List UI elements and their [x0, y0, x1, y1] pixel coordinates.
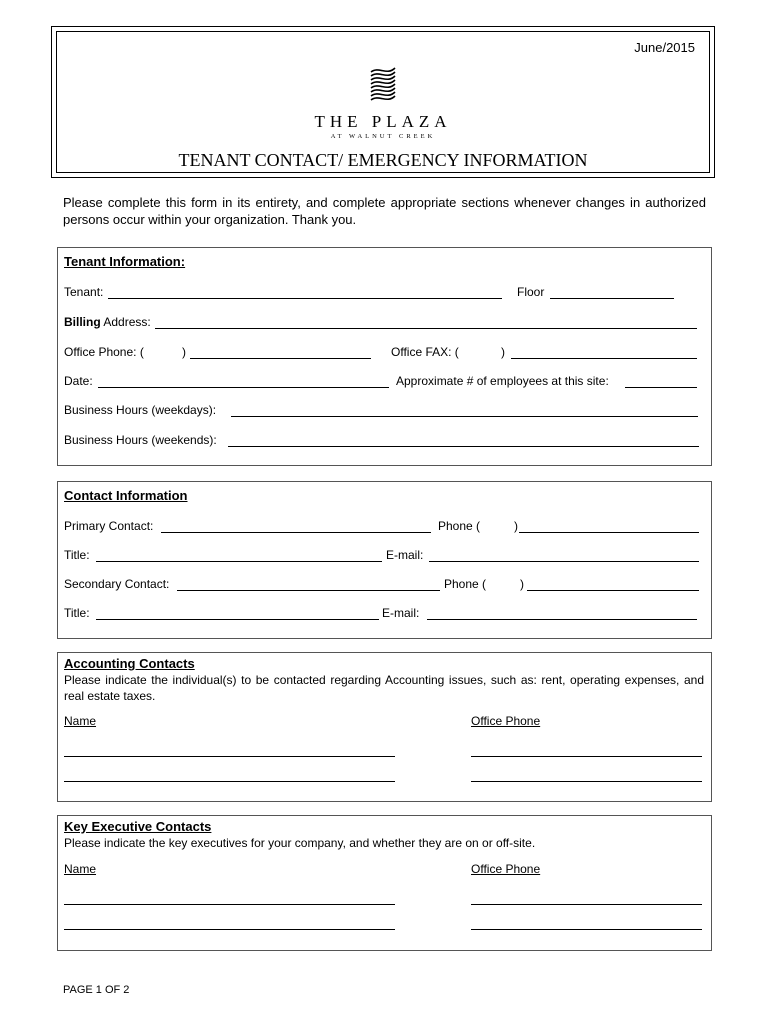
billing-address-label: Billing Address:: [64, 315, 151, 329]
title-field-1[interactable]: [96, 561, 382, 562]
accounting-contacts-section: [57, 652, 712, 802]
accounting-name-field-2[interactable]: [64, 781, 395, 782]
hours-weekends-field[interactable]: [228, 446, 699, 447]
form-date: June/2015: [634, 40, 695, 55]
accounting-description: Please indicate the individual(s) to be contacted regarding Accounting issues, such as: rent, operating expenses, and real estate taxes.: [64, 673, 704, 703]
primary-contact-field[interactable]: [161, 532, 431, 533]
title-field-2[interactable]: [96, 619, 379, 620]
executive-name-field-1[interactable]: [64, 904, 395, 905]
accounting-section-title: Accounting Contacts: [64, 656, 195, 671]
primary-phone-paren: ): [514, 519, 518, 533]
contact-information-section: [57, 481, 712, 639]
title-label-2: Title:: [64, 606, 90, 620]
contact-section-title: Contact Information: [64, 488, 188, 503]
primary-phone-field[interactable]: [519, 532, 699, 533]
tenant-field[interactable]: [108, 298, 502, 299]
executive-phone-field-1[interactable]: [471, 904, 702, 905]
executive-phone-header: Office Phone: [471, 862, 541, 876]
email-label-1: E-mail:: [386, 548, 424, 562]
intro-text: Please complete this form in its entirety, and complete appropriate sections whenever changes in authorized persons occur within your organization. Thank you.: [63, 195, 706, 227]
executive-name-header: Name: [64, 862, 97, 876]
brand-name: THE PLAZA: [314, 112, 452, 131]
executive-section-title: Key Executive Contacts: [64, 819, 212, 834]
secondary-contact-field[interactable]: [177, 590, 440, 591]
secondary-phone-field[interactable]: [527, 590, 699, 591]
tenant-label: Tenant:: [64, 285, 104, 299]
office-fax-label: Office FAX: (: [391, 345, 459, 359]
secondary-phone-label: Phone (: [444, 577, 487, 591]
hours-weekdays-label: Business Hours (weekdays):: [64, 403, 217, 417]
accounting-name-header: Name: [64, 714, 97, 728]
executive-description: Please indicate the key executives for your company, and whether they are on or off-site.: [64, 836, 536, 850]
executive-name-field-2[interactable]: [64, 929, 395, 930]
secondary-contact-label: Secondary Contact:: [64, 577, 170, 591]
executive-phone-field-2[interactable]: [471, 929, 702, 930]
primary-contact-label: Primary Contact:: [64, 519, 154, 533]
tenant-information-section: [57, 247, 712, 466]
date-field[interactable]: [98, 387, 389, 388]
executive-contacts-section: [57, 815, 712, 951]
title-label-1: Title:: [64, 548, 90, 562]
employees-field[interactable]: [625, 387, 697, 388]
date-label: Date:: [64, 374, 93, 388]
header-inner-border: [56, 31, 710, 173]
accounting-phone-field-1[interactable]: [471, 756, 702, 757]
accounting-name-field-1[interactable]: [64, 756, 395, 757]
tenant-section-title: Tenant Information:: [64, 254, 186, 269]
employees-label: Approximate # of employees at this site:: [396, 374, 609, 388]
hours-weekends-label: Business Hours (weekends):: [64, 433, 217, 447]
office-fax-paren: ): [501, 345, 505, 359]
brand-subtitle: AT WALNUT CREEK: [330, 133, 436, 140]
office-phone-field[interactable]: [190, 358, 371, 359]
email-label-2: E-mail:: [382, 606, 420, 620]
accounting-phone-header: Office Phone: [471, 714, 541, 728]
office-phone-paren: ): [182, 345, 186, 359]
billing-address-field[interactable]: [155, 328, 697, 329]
office-fax-field[interactable]: [511, 358, 697, 359]
primary-phone-label: Phone (: [438, 519, 481, 533]
plaza-logo-icon: [57, 62, 709, 111]
header-box: [51, 26, 715, 178]
floor-label: Floor: [517, 285, 545, 299]
page-number: PAGE 1 OF 2: [63, 984, 130, 996]
secondary-phone-paren: ): [520, 577, 524, 591]
office-phone-label: Office Phone: (: [64, 345, 144, 359]
accounting-phone-field-2[interactable]: [471, 781, 702, 782]
floor-field[interactable]: [550, 298, 674, 299]
email-field-2[interactable]: [427, 619, 697, 620]
hours-weekdays-field[interactable]: [231, 416, 698, 417]
form-title: TENANT CONTACT/ EMERGENCY INFORMATION: [178, 150, 588, 170]
email-field-1[interactable]: [429, 561, 699, 562]
